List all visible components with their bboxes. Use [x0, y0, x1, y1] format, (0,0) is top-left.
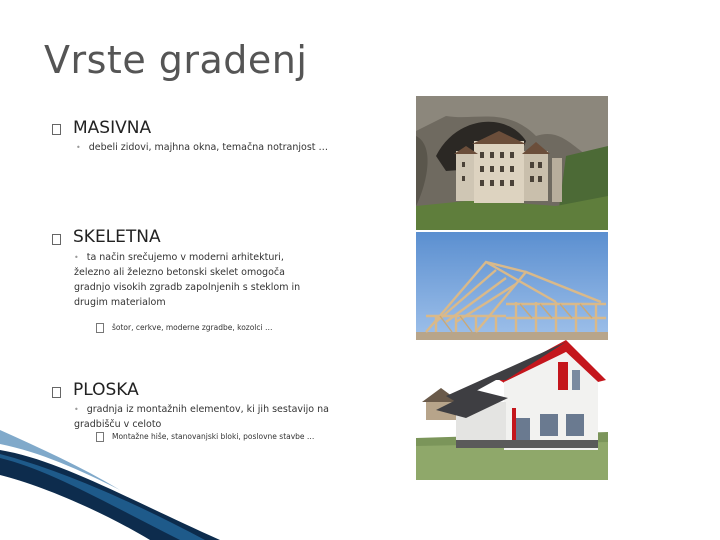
- castle-photo: [416, 96, 608, 230]
- square-bullet-icon: [52, 387, 61, 398]
- decorative-swoosh: [0, 430, 720, 540]
- square-bullet-icon: [96, 323, 104, 333]
- section-subitem: šotor, cerkve, moderne zgradbe, kozolci …: [96, 323, 272, 333]
- timber-frame-photo: [416, 232, 608, 356]
- section-subitem: Montažne hiše, stanovanjski bloki, poslovne stavbe …: [96, 432, 314, 442]
- section-heading-ploska: PLOSKA: [73, 380, 139, 400]
- square-bullet-icon: [52, 234, 61, 245]
- square-bullet-icon: [52, 124, 61, 135]
- dot-bullet-icon: •: [74, 253, 79, 262]
- section-item: • ta način srečujemo v moderni arhitekturi, železno ali železno betonski skelet omogoča gradnjo visokih zgradb zapolnjenih s steklom in drugim materialom: [74, 252, 301, 308]
- dot-bullet-icon: •: [74, 405, 79, 414]
- section-heading-skeletna: SKELETNA: [73, 227, 161, 247]
- slide-title: Vrste gradenj: [44, 38, 308, 82]
- section-item: • debeli zidovi, majhna okna, temačna notranjost …: [76, 142, 329, 153]
- section-heading-masivna: MASIVNA: [73, 118, 152, 138]
- dot-bullet-icon: •: [76, 143, 81, 152]
- section-item: • gradnja iz montažnih elementov, ki jih sestavijo na gradbišču v celoto: [74, 404, 329, 430]
